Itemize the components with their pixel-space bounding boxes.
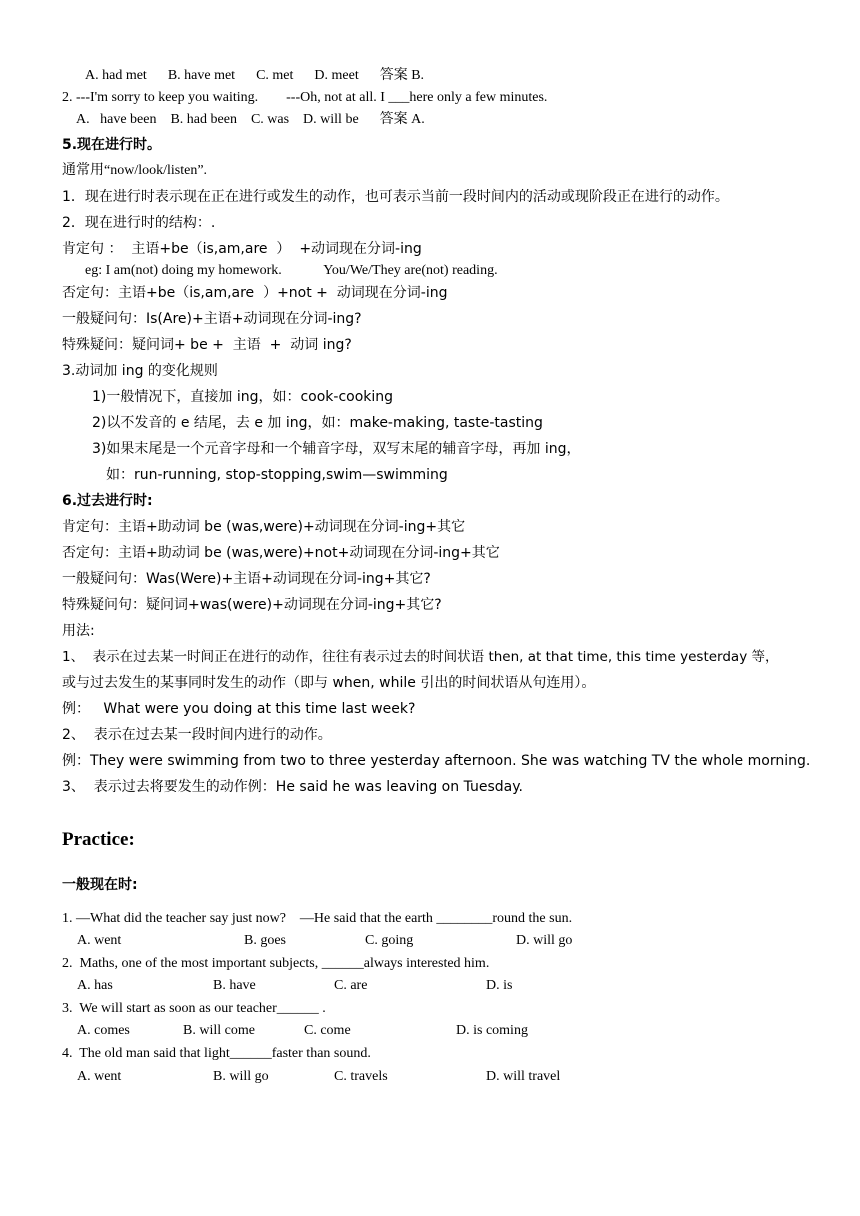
usage-1-continued: 或与过去发生的某事同时发生的动作（即与 when, while 引出的时间状语从句连用）。 — [62, 675, 596, 691]
past-special-question: 特殊疑问句：疑问词+was(were)+动词现在分词-ing+其它? — [62, 597, 442, 613]
q4-option-c: C. travels — [334, 1069, 388, 1084]
pp-negative: 否定句：主语+be（is,am,are ）+not + 动词现在分词-ing — [62, 285, 448, 301]
q4-option-b: B. will go — [213, 1069, 269, 1084]
q2-stem: 2. ---I'm sorry to keep you waiting. ---Oh, not at all. I ___here only a few minutes. — [62, 90, 548, 105]
q3-option-d: D. is coming — [456, 1023, 528, 1038]
ing-rule-1: 1)一般情况下，直接加 ing，如：cook-cooking — [92, 389, 394, 405]
practice-section-title: 一般现在时: — [62, 877, 138, 893]
ing-rule-3: 3)如果末尾是一个元音字母和一个辅音字母，双写末尾的辅音字母，再加 ing， — [92, 441, 581, 457]
past-affirmative: 肯定句：主语+助动词 be (was,were)+动词现在分词-ing+其它 — [62, 519, 466, 535]
pp-affirmative: 肯定句 ： 主语+be（is,am,are ） +动词现在分词-ing — [62, 241, 422, 257]
ing-rule-3-example: 如：run-running, stop-stopping,swim—swimming — [106, 467, 448, 483]
pp-point-1: 1．现在进行时表示现在正在进行或发生的动作，也可表示当前一段时间内的活动或现阶段正在进行的动作。 — [62, 189, 729, 205]
q1-option-a: A. went — [77, 933, 122, 948]
practice-question-4: 4. The old man said that light______faster than sound. — [62, 1046, 371, 1061]
practice-question-3: 3. We will start as soon as our teacher______ . — [62, 1001, 326, 1016]
q4-option-a: A. went — [77, 1069, 122, 1084]
usage-label: 用法: — [62, 623, 95, 639]
q3-option-c: C. come — [304, 1023, 351, 1038]
q3-option-b: B. will come — [183, 1023, 255, 1038]
usage-1: 1、 表示在过去某一时间正在进行的动作，往往有表示过去的时间状语 then, at that time, this time yesterday 等， — [62, 649, 779, 665]
q2-option-d: D. is — [486, 978, 513, 993]
past-general-question: 一般疑问句：Was(Were)+主语+动词现在分词-ing+其它? — [62, 571, 431, 587]
pp-general-question: 一般疑问句：Is(Are)+主语+动词现在分词-ing? — [62, 311, 362, 327]
q1-option-b: B. goes — [244, 933, 286, 948]
usage-2: 2、 表示在过去某一段时间内进行的动作。 — [62, 727, 332, 743]
usage-3: 3、 表示过去将要发生的动作例：He said he was leaving on Tuesday. — [62, 779, 523, 795]
q1-options: A. had met B. have met C. met D. meet 答案 B. — [85, 68, 425, 83]
pp-point-2: 2．现在进行时的结构：. — [62, 215, 216, 231]
ing-rules-title: 3.动词加 ing 的变化规则 — [62, 363, 218, 379]
usage-1-example: 例： What were you doing at this time last week? — [62, 701, 416, 717]
q2-option-a: A. has — [77, 978, 113, 993]
section-6-heading: 6.过去进行时: — [62, 493, 153, 509]
practice-question-1: 1. —What did the teacher say just now? —He said that the earth ________round the sun. — [62, 911, 573, 926]
past-negative: 否定句：主语+助动词 be (was,were)+not+动词现在分词-ing+其它 — [62, 545, 500, 561]
usage-note: 通常用“now/look/listen”. — [62, 163, 208, 178]
q1-option-c: C. going — [365, 933, 414, 948]
pp-example: eg: I am(not) doing my homework. You/We/They are(not) reading. — [85, 263, 498, 278]
q2-option-c: C. are — [334, 978, 368, 993]
practice-title: Practice: — [62, 829, 135, 850]
section-5-heading: 5.现在进行时。 — [62, 137, 162, 153]
pp-special-question: 特殊疑问：疑问词+ be + 主语 + 动词 ing? — [62, 337, 352, 353]
q2-options: A. have been B. had been C. was D. will be 答案 A. — [76, 112, 425, 127]
usage-2-example: 例：They were swimming from two to three yesterday afternoon. She was watching TV the whole morning. — [62, 753, 811, 769]
practice-question-2: 2. Maths, one of the most important subjects, ______always interested him. — [62, 956, 490, 971]
ing-rule-2: 2)以不发音的 e 结尾，去 e 加 ing，如：make-making, taste-tasting — [92, 415, 543, 431]
q1-option-d: D. will go — [516, 933, 573, 948]
q3-option-a: A. comes — [77, 1023, 130, 1038]
q4-option-d: D. will travel — [486, 1069, 561, 1084]
q2-option-b: B. have — [213, 978, 256, 993]
